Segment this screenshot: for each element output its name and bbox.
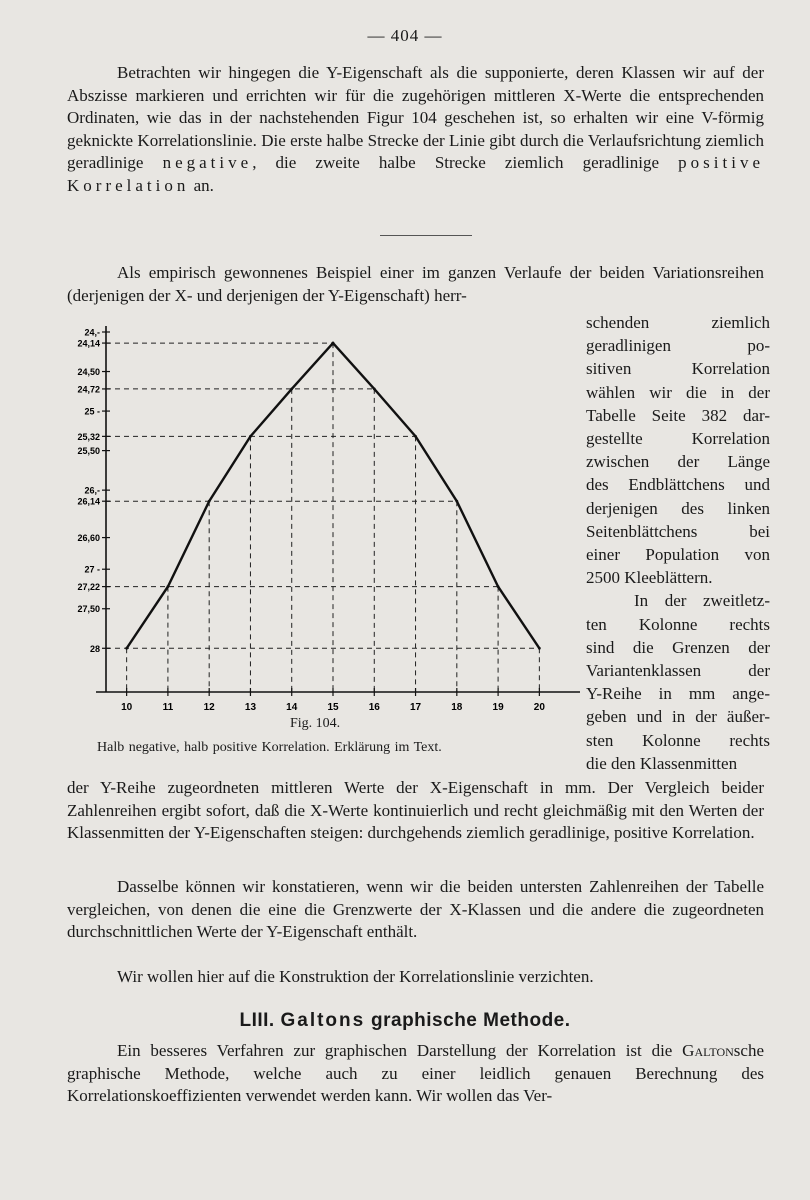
section-divider <box>380 235 472 236</box>
para4-text: Dasselbe können wir konstatieren, wenn wir die beiden untersten Zahlenreihen der Tabelle vergleichen, von denen die eine die Grenzwerte der X-Klassen und die andere die zugeordneten durchschnittlichen Werte der Y-Eigenschaft enthält. <box>67 877 764 941</box>
paragraph-1 <box>67 62 764 197</box>
side-text-line: wählen wir die in der <box>586 382 770 402</box>
paragraph-4 <box>67 876 764 944</box>
x-tick-label: 16 <box>368 702 380 713</box>
para1-text-a: Betrachten wir hingegen die Y-Eigenschaft als die supponierte, deren Klassen wir auf der Abszisse markieren und errichten wir für die zugehörigen mittleren X-Werte die entsprechenden Ordinaten, wie das in der nachstehenden Figur 104 geschehen ist, so erhalten wir eine V-förmig geknickte Korrelationslinie. Die erste halbe Strecke der Linie gibt durch die Verlaufsrichtung ziemlich geradlinige <box>67 63 764 172</box>
para6-text-b: sche graphische Methode, welche auch zu einer leidlich genauen Berechnung des Korrelationskoeffizienten verwendet werden kann. Wir wollen das Ver- <box>67 1041 765 1105</box>
x-tick-label: 18 <box>451 702 463 713</box>
side-text-line: ten Kolonne rechts <box>586 614 770 634</box>
x-tick-label: 13 <box>244 702 257 713</box>
data-point <box>455 500 458 503</box>
paragraph-3 <box>67 777 764 845</box>
side-text-line: zwischen der Länge <box>586 452 770 472</box>
side-text-line: geben und in der äußer- <box>586 707 770 727</box>
page-number: — 404 — <box>367 26 443 45</box>
data-point <box>497 585 500 588</box>
x-tick-label: 15 <box>327 702 339 713</box>
data-point <box>373 388 376 391</box>
data-point <box>167 585 170 588</box>
para1-text-b: , die zweite halbe Strecke ziemlich geradlinige <box>252 153 660 172</box>
x-tick-label: 19 <box>492 702 504 713</box>
y-tick-label: 24,- <box>84 327 100 338</box>
figure-104 <box>60 312 580 722</box>
x-tick-label: 20 <box>533 702 545 713</box>
side-text-line: Tabelle Seite 382 dar- <box>586 405 770 425</box>
y-tick-label: 28 <box>89 643 100 654</box>
heading-numeral: LIII. <box>239 1010 275 1031</box>
y-tick-label: 24,14 <box>77 338 100 349</box>
side-text-line: die den Klassenmitten <box>586 753 738 773</box>
section-heading <box>0 1010 810 1032</box>
side-text <box>586 311 770 775</box>
data-point <box>249 435 252 438</box>
y-tick-label: 24,50 <box>77 367 100 378</box>
x-tick-label: 11 <box>162 702 174 713</box>
x-tick-label: 14 <box>286 702 298 713</box>
data-point <box>208 500 211 503</box>
side-text-line: 2500 Kleeblättern. <box>586 568 713 588</box>
heading-spaced-word: Galtons <box>280 1010 366 1031</box>
side-text-line: Seitenblättchens bei <box>586 521 770 541</box>
paragraph-2 <box>67 262 764 307</box>
figure-caption: Halb negative, halb positive Korrelation. Erklärung im Text. <box>97 740 442 755</box>
correlation-chart <box>60 312 580 722</box>
data-point <box>538 647 541 650</box>
data-point <box>414 435 417 438</box>
y-tick-label: 27 - <box>84 564 100 575</box>
paragraph-5 <box>67 966 764 989</box>
figure-label: Fig. 104. <box>290 716 341 731</box>
y-tick-label: 27,22 <box>77 582 100 593</box>
y-tick-label: 25 - <box>84 406 100 417</box>
side-text-line: In der zweitletz- <box>634 591 770 611</box>
y-tick-label: 27,50 <box>77 604 100 615</box>
x-tick-label: 12 <box>203 702 215 713</box>
side-text-line: sind die Grenzen der <box>586 637 770 657</box>
y-tick-label: 26,60 <box>77 533 100 544</box>
para1-text-c: an. <box>189 175 214 195</box>
paragraph-6 <box>67 1040 764 1108</box>
side-text-line: Y-Reihe in mm ange- <box>586 684 770 704</box>
side-text-line: schenden ziemlich <box>586 313 770 332</box>
side-text-line: derjenigen des linken <box>586 498 770 518</box>
y-tick-label: 24,72 <box>77 384 100 395</box>
y-tick-label: 25,50 <box>77 446 100 457</box>
para1-spaced-1: negative <box>162 153 253 172</box>
side-text-line: gestellte Korrelation <box>586 429 770 449</box>
side-text-line: sitiven Korrelation <box>586 359 770 379</box>
heading-rest: graphische Methode. <box>371 1010 571 1031</box>
y-tick-label: 26,- <box>84 485 100 496</box>
para6-smallcaps: Galton <box>682 1041 734 1060</box>
para2-text: Als empirisch gewonnenes Beispiel einer im ganzen Verlaufe der beiden Variationsreihen (derjenigen der X- und derjenigen der Y-Eigenschaft) herr- <box>67 263 764 305</box>
data-point <box>290 388 293 391</box>
x-tick-label: 10 <box>121 702 133 713</box>
side-text-line: einer Population von <box>586 545 770 565</box>
side-text-line: geradlinigen po- <box>586 336 770 356</box>
y-tick-label: 26,14 <box>77 496 100 507</box>
y-tick-label: 25,32 <box>77 431 100 442</box>
data-point <box>125 647 128 650</box>
side-text-line: Variantenklassen der <box>586 661 770 681</box>
x-tick-label: 17 <box>409 702 422 713</box>
para5-text: Wir wollen hier auf die Konstruktion der Korrelationslinie verzichten. <box>117 967 594 986</box>
para1-spaced-2: positive Korrelation <box>67 153 765 195</box>
side-text-line: des Endblättchens und <box>586 475 770 495</box>
para3-text: der Y-Reihe zugeordneten mittleren Werte der X-Eigenschaft in mm. Der Vergleich beider Zahlenreihen ergibt sofort, daß die X-Werte kontinuierlich und recht gleichmäßig mit den Werten der Klassenmitten der Y-Eigenschaften steigen: durchgehends ziemlich geradlinige, positive Korrelation. <box>67 778 764 842</box>
data-point <box>332 342 335 345</box>
side-text-line: sten Kolonne rechts <box>586 730 770 750</box>
para6-text-a: Ein besseres Verfahren zur graphischen Darstellung der Korrelation ist die <box>117 1041 673 1060</box>
